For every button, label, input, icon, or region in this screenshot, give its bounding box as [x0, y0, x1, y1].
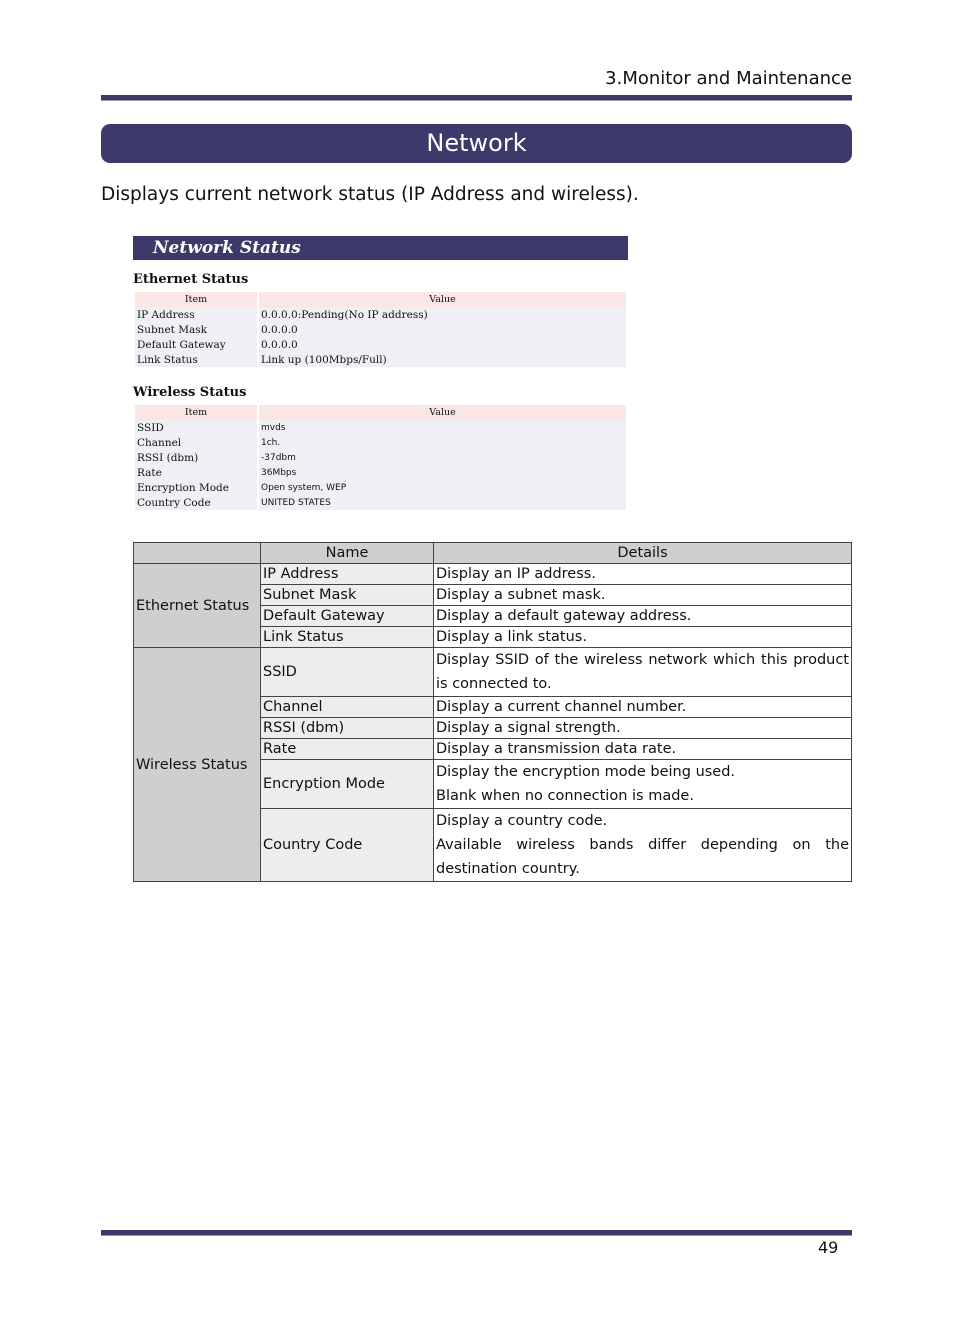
row-details: Display an IP address. — [434, 564, 852, 585]
ethernet-item: Subnet Mask — [135, 322, 257, 337]
wireless-item: Channel — [135, 435, 257, 450]
wireless-value: 36Mbps — [259, 465, 626, 480]
row-details: Display a default gateway address. — [434, 606, 852, 627]
col-item-header: Item — [135, 405, 257, 420]
row-name: Subnet Mask — [261, 585, 434, 606]
ethernet-item: Default Gateway — [135, 337, 257, 352]
ethernet-value: 0.0.0.0 — [259, 337, 626, 352]
row-name: Country Code — [261, 809, 434, 882]
wireless-item: Encryption Mode — [135, 480, 257, 495]
row-details-line: Display a country code. — [436, 813, 608, 829]
wireless-value: 1ch. — [259, 435, 626, 450]
row-name: RSSI (dbm) — [261, 718, 434, 739]
col-item-header: Item — [135, 292, 257, 307]
wireless-status-table — [133, 405, 628, 510]
row-name: Channel — [261, 697, 434, 718]
row-name: Rate — [261, 739, 434, 760]
ethernet-status-table — [133, 292, 628, 367]
wireless-value: mvds — [259, 420, 626, 435]
blank-header-cell — [134, 543, 261, 564]
wireless-item: RSSI (dbm) — [135, 450, 257, 465]
chapter-title: 3.Monitor and Maintenance — [605, 68, 852, 89]
row-details: Display a signal strength. — [434, 718, 852, 739]
footer-rule — [101, 1230, 852, 1236]
wireless-item: Rate — [135, 465, 257, 480]
ethernet-value: Link up (100Mbps/Full) — [259, 352, 626, 367]
wireless-value: UNITED STATES — [259, 495, 626, 510]
name-header: Name — [261, 543, 434, 564]
screenshot-header: Network Status — [133, 236, 628, 260]
wireless-value: -37dbm — [259, 450, 626, 465]
row-details-line: Display the encryption mode being used. — [436, 764, 736, 780]
ethernet-value: 0.0.0.0 — [259, 322, 626, 337]
row-name: IP Address — [261, 564, 434, 585]
group-ethernet-status: Ethernet Status — [134, 564, 261, 648]
row-details-line: Blank when no connection is made. — [436, 788, 694, 804]
group-wireless-status: Wireless Status — [134, 648, 261, 882]
wireless-value: Open system, WEP — [259, 480, 626, 495]
ethernet-item: Link Status — [135, 352, 257, 367]
row-details: Display a transmission data rate. — [434, 739, 852, 760]
network-description-table — [133, 542, 852, 882]
row-name: Encryption Mode — [261, 760, 434, 809]
row-name: Link Status — [261, 627, 434, 648]
row-details: Display a subnet mask. — [434, 585, 852, 606]
ethernet-item: IP Address — [135, 307, 257, 322]
wireless-item: SSID — [135, 420, 257, 435]
row-details — [434, 809, 852, 882]
col-value-header: Value — [259, 405, 626, 420]
row-details: Display a link status. — [434, 627, 852, 648]
intro-text: Displays current network status (IP Address and wireless). — [101, 184, 639, 205]
header-rule — [101, 95, 852, 101]
row-name: SSID — [261, 648, 434, 697]
details-header: Details — [434, 543, 852, 564]
row-details-line: Available wireless bands differ depending on the destination country. — [436, 837, 849, 877]
row-details — [434, 760, 852, 809]
row-details: Display a current channel number. — [434, 697, 852, 718]
ethernet-status-title: Ethernet Status — [133, 272, 249, 287]
page-number: 49 — [818, 1238, 839, 1257]
wireless-status-title: Wireless Status — [133, 385, 247, 400]
section-banner: Network — [101, 124, 852, 163]
col-value-header: Value — [259, 292, 626, 307]
ethernet-value: 0.0.0.0:Pending(No IP address) — [259, 307, 626, 322]
wireless-item: Country Code — [135, 495, 257, 510]
row-details: Display SSID of the wireless network which this product is connected to. — [434, 648, 852, 697]
row-name: Default Gateway — [261, 606, 434, 627]
